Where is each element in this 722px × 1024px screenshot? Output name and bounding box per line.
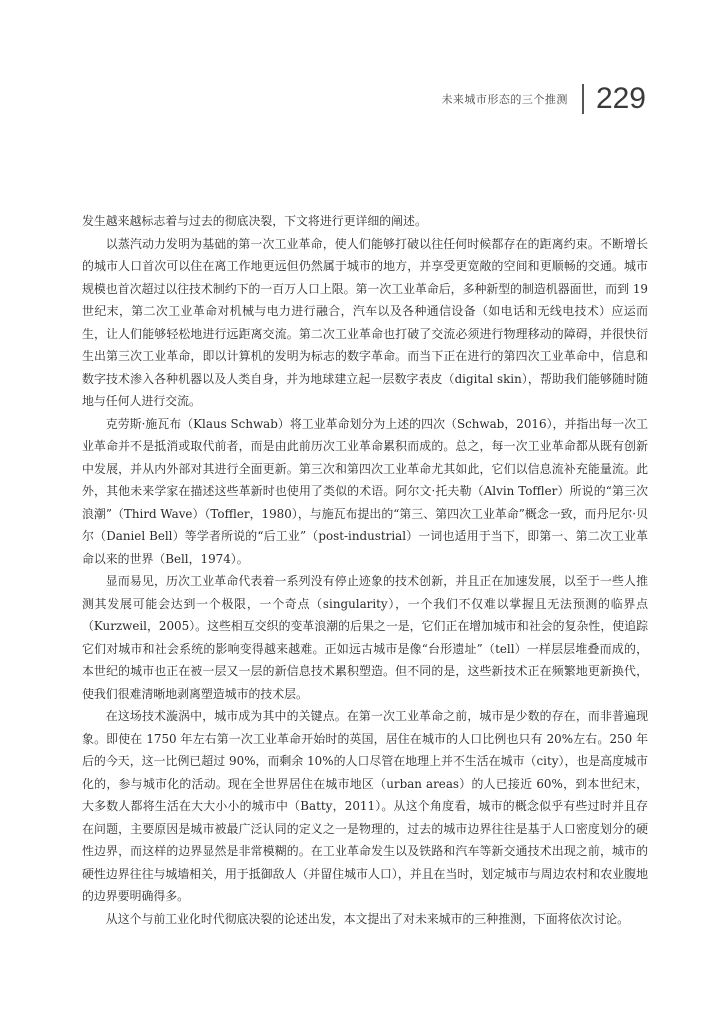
page-number: 229 — [595, 82, 646, 115]
paragraph-conclusion: 从这个与前工业化时代彻底决裂的论述出发，本文提出了对未来城市的三种推测，下面将依次讨论。 — [105, 911, 629, 926]
page-header — [441, 84, 646, 114]
paragraph-singularity: 显而易见，历次工业革命代表着一系列没有停止迹象的技术创新，并且正在加速发展，以至于一些人推测其发展可能会达到一个极限，一个奇点（singularity），一个我们不仅难以掌握且无法预测的临界点（Kurzweil，2005）。这些相互交织的变革浪潮的后果之一是，它们正在增加城市和社会的复杂性，使追踪它们对城市和社会系统的影响变得越来越难。正如远古城市是像“台形遗址”（tell）一样层层堆叠而成的，本世纪的城市也正在被一层又一层的新信息技术累积塑造。但不同的是，这些新技术正在频繁地更新换代，使我们很难清晰地剥离塑造城市的技术层。 — [82, 574, 648, 701]
paragraph-continued: 发生越来越标志着与过去的彻底决裂，下文将进行更详细的阐述。 — [82, 214, 427, 228]
paragraph-industrial-revolutions: 以蒸汽动力发明为基础的第一次工业革命，使人们能够打破以往任何时候都存在的距离约束。不断增长的城市人口首次可以住在离工作地更远但仍然属于城市的地方，并享受更宽敞的空间和更顺畅的交通。城市规模也首次超过以往技术制约下的一百万人口上限。第一次工业革命后，多种新型的制造机器面世，而到 19 世纪末，第二次工业革命对机械与电力进行融合，汽车以及各种通信设备（如电话和无线电技术）应运而生，让人们能够轻松地进行远距离交流。第二次工业革命也打破了交流必须进行物理移动的障碍，并很快衍生出第三次工业革命，即以计算机的发明为标志的数字革命。而当下正在进行的第四次工业革命中，信息和数字技术渗入各种机器以及人类自身，并为地球建立起一层数字表皮（digital skin），帮助我们能够随时随地与任何人进行交流。 — [82, 236, 648, 408]
header-divider — [582, 84, 584, 114]
paragraph-urbanization: 在这场技术漩涡中，城市成为其中的关键点。在第一次工业革命之前，城市是少数的存在，而非普遍现象。即使在 1750 年左右第一次工业革命开始时的英国，居住在城市的人口比例也只有 20%左右。250 年后的今天，这一比例已超过 90%，而剩余 10%的人口尽管在地理上并不生活在城市（city），也是高度城市化的，参与城市化的活动。现在全世界居住在城市地区（urban areas）的人已接近 60%，到本世纪末，大多数人都将生活在大大小小的城市中（Batty，2011）。从这个角度看，城市的概念似乎有些过时并且存在问题，主要原因是城市被最广泛认同的定义之一是物理的，过去的城市边界往往是基于人口密度划分的硬性边界，而这样的边界显然是非常模糊的。在工业革命发生以及铁路和汽车等新交通技术出现之前，城市的硬性边界往往与城墙相关，用于抵御敌人（并留住城市人口），并且在当时，划定城市与周边农村和农业腹地的边界要明确得多。 — [82, 709, 648, 903]
body-text — [82, 210, 648, 930]
paragraph-schwab: 克劳斯·施瓦布（Klaus Schwab）将工业革命划分为上述的四次（Schwab，2016），并指出每一次工业革命并不是抵消或取代前者，而是由此前历次工业革命累积而成的。总之，每一次工业革命都从既有创新中发展，并从内外部对其进行全面更新。第三次和第四次工业革命尤其如此，它们以信息流补充能量流。此外，其他未来学家在描述这些革新时也使用了类似的术语。阿尔文·托夫勒（Alvin Toffler）所说的“第三次浪潮”（Third Wave）（Toffler，1980），与施瓦布提出的“第三、第四次工业革命”概念一致，而丹尼尔·贝尔（Daniel Bell）等学者所说的“后工业”（post-industrial）一词也适用于当下，即第一、第二次工业革命以来的世界（Bell，1974）。 — [82, 416, 648, 566]
running-title: 未来城市形态的三个推测 — [441, 93, 568, 106]
